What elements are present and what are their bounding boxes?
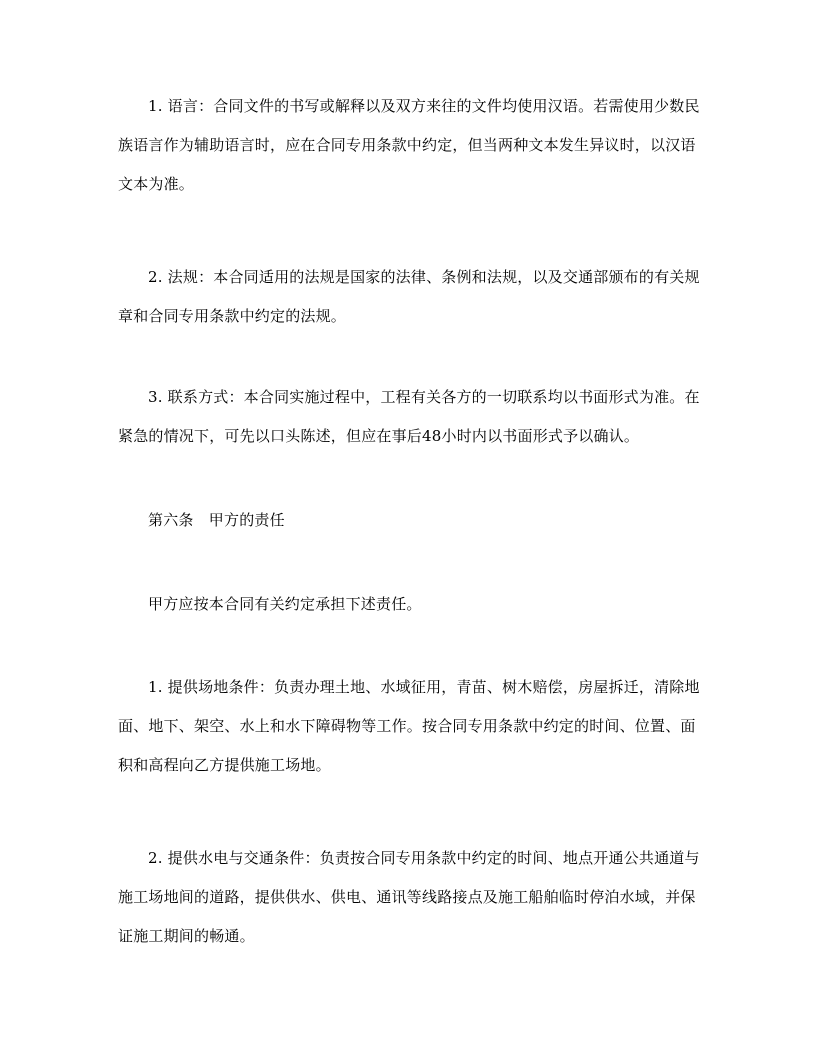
section-heading-article-6: 第六条 甲方的责任 bbox=[148, 511, 285, 529]
clause-utilities-traffic: 2. 提供水电与交通条件：负责按合同专用条款中约定的时间、地点开通公共通道与施工场地间的道路，提供供水、供电、通讯等线路接点及施工船舶临时停泊水域，并保证施工期间的畅通。 bbox=[118, 849, 700, 945]
clause-language: 1. 语言：合同文件的书写或解释以及双方来往的文件均使用汉语。若需使用少数民族语言作为辅助语言时，应在合同专用条款中约定，但当两种文本发生异议时，以汉语文本为准。 bbox=[118, 97, 700, 193]
clause-site-conditions: 1. 提供场地条件：负责办理土地、水域征用，青苗、树木赔偿，房屋拆迁，清除地面、地下、架空、水上和水下障碍物等工作。按合同专用条款中约定的时间、位置、面积和高程向乙方提供施工场地。 bbox=[118, 678, 700, 774]
clause-regulations: 2. 法规：本合同适用的法规是国家的法律、条例和法规，以及交通部颁布的有关规章和合同专用条款中约定的法规。 bbox=[118, 268, 700, 325]
party-a-intro: 甲方应按本合同有关约定承担下述责任。 bbox=[148, 595, 422, 613]
clause-contact-method: 3. 联系方式：本合同实施过程中，工程有关各方的一切联系均以书面形式为准。在紧急的情况下，可先以口头陈述，但应在事后48小时内以书面形式予以确认。 bbox=[118, 388, 700, 445]
